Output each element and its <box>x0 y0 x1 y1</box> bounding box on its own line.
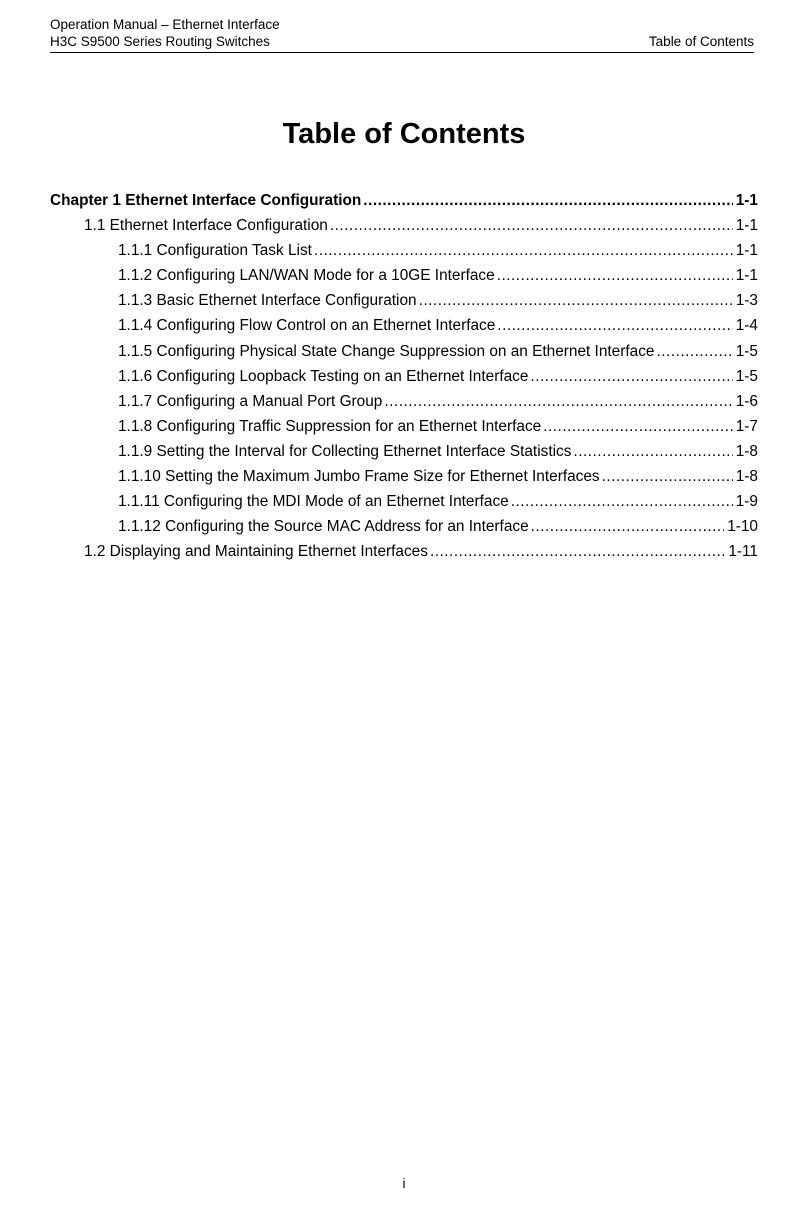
toc-entry-page: 1-5 <box>735 342 758 360</box>
toc-entry-page: 1-1 <box>735 267 758 285</box>
toc-entry-text: Chapter 1 Ethernet Interface Configuration <box>50 192 362 209</box>
toc-entry-1-1-9[interactable] <box>50 439 758 464</box>
toc-entry-text: 1.1.9 Setting the Interval for Collecting Ethernet Interface Statistics <box>118 442 572 460</box>
toc-entry-page: 1-6 <box>735 392 758 410</box>
toc-leader-dots <box>543 414 733 439</box>
toc-entry-text: 1.1.4 Configuring Flow Control on an Ethernet Interface <box>118 317 496 335</box>
toc-entry-text: 1.1.10 Setting the Maximum Jumbo Frame Size for Ethernet Interfaces <box>118 468 600 486</box>
toc-leader-dots <box>330 213 733 238</box>
toc-entry-page: 1-4 <box>735 317 758 335</box>
toc-entry-text: 1.2 Displaying and Maintaining Ethernet Interfaces <box>84 543 428 561</box>
toc-entry-page: 1-5 <box>735 367 758 385</box>
toc-entry-1-1-4[interactable] <box>50 313 758 338</box>
toc-leader-dots <box>363 188 732 213</box>
page-title: Table of Contents <box>282 118 526 150</box>
toc-leader-dots <box>530 364 732 389</box>
toc-entry-1-1-3[interactable] <box>50 288 758 313</box>
toc-entry-page: 1-1 <box>735 217 758 235</box>
toc-leader-dots <box>497 313 732 338</box>
toc-entry-1-1-2[interactable] <box>50 263 758 288</box>
toc-leader-dots <box>531 514 725 539</box>
page-header <box>50 16 754 53</box>
toc-leader-dots <box>602 464 733 489</box>
toc-entry-text: 1.1 Ethernet Interface Configuration <box>84 217 328 235</box>
product-name: H3C S9500 Series Routing Switches <box>50 34 270 49</box>
table-of-contents <box>50 188 758 564</box>
page-number: i <box>402 1176 406 1191</box>
toc-entry-1-1-6[interactable] <box>50 364 758 389</box>
toc-entry-1-1-10[interactable] <box>50 464 758 489</box>
toc-entry-text: 1.1.6 Configuring Loopback Testing on an Ethernet Interface <box>118 367 529 385</box>
toc-entry-text: 1.1.3 Basic Ethernet Interface Configuration <box>118 292 417 310</box>
toc-entry-1-1-7[interactable] <box>50 389 758 414</box>
toc-entry-text: 1.1.5 Configuring Physical State Change Suppression on an Ethernet Interface <box>118 342 655 360</box>
toc-entry-page: 1-8 <box>735 468 758 486</box>
toc-entry-text: 1.1.1 Configuration Task List <box>118 242 312 260</box>
toc-entry-1-1-12[interactable] <box>50 514 758 539</box>
toc-entry-page: 1-1 <box>735 242 758 260</box>
toc-entry-1-1-11[interactable] <box>50 489 758 514</box>
toc-entry-text: 1.1.11 Configuring the MDI Mode of an Ethernet Interface <box>118 493 509 511</box>
toc-leader-dots <box>384 389 732 414</box>
toc-entry-text: 1.1.12 Configuring the Source MAC Address for an Interface <box>118 518 529 536</box>
toc-leader-dots <box>430 539 725 564</box>
toc-entry-text: 1.1.2 Configuring LAN/WAN Mode for a 10GE Interface <box>118 267 495 285</box>
toc-leader-dots <box>511 489 733 514</box>
toc-entry-page: 1-11 <box>728 543 758 561</box>
toc-leader-dots <box>656 339 732 364</box>
toc-entry-page: 1-3 <box>735 292 758 310</box>
header-section-name: Table of Contents <box>648 34 754 49</box>
manual-title: Operation Manual – Ethernet Interface <box>50 17 280 32</box>
toc-entry-chapter-1[interactable] <box>50 188 758 213</box>
toc-entry-1-1-5[interactable] <box>50 339 758 364</box>
toc-entry-text: 1.1.8 Configuring Traffic Suppression for an Ethernet Interface <box>118 417 542 435</box>
toc-entry-1-1[interactable] <box>50 213 758 238</box>
toc-entry-page: 1-8 <box>735 442 758 460</box>
toc-entry-page: 1-1 <box>735 192 758 209</box>
toc-entry-1-2[interactable] <box>50 539 758 564</box>
toc-leader-dots <box>497 263 733 288</box>
toc-entry-page: 1-9 <box>735 493 758 511</box>
toc-leader-dots <box>419 288 733 313</box>
toc-entry-page: 1-10 <box>727 518 758 536</box>
toc-entry-1-1-8[interactable] <box>50 414 758 439</box>
toc-entry-page: 1-7 <box>735 417 758 435</box>
toc-leader-dots <box>573 439 732 464</box>
toc-entry-text: 1.1.7 Configuring a Manual Port Group <box>118 392 383 410</box>
toc-leader-dots <box>314 238 733 263</box>
toc-entry-1-1-1[interactable] <box>50 238 758 263</box>
